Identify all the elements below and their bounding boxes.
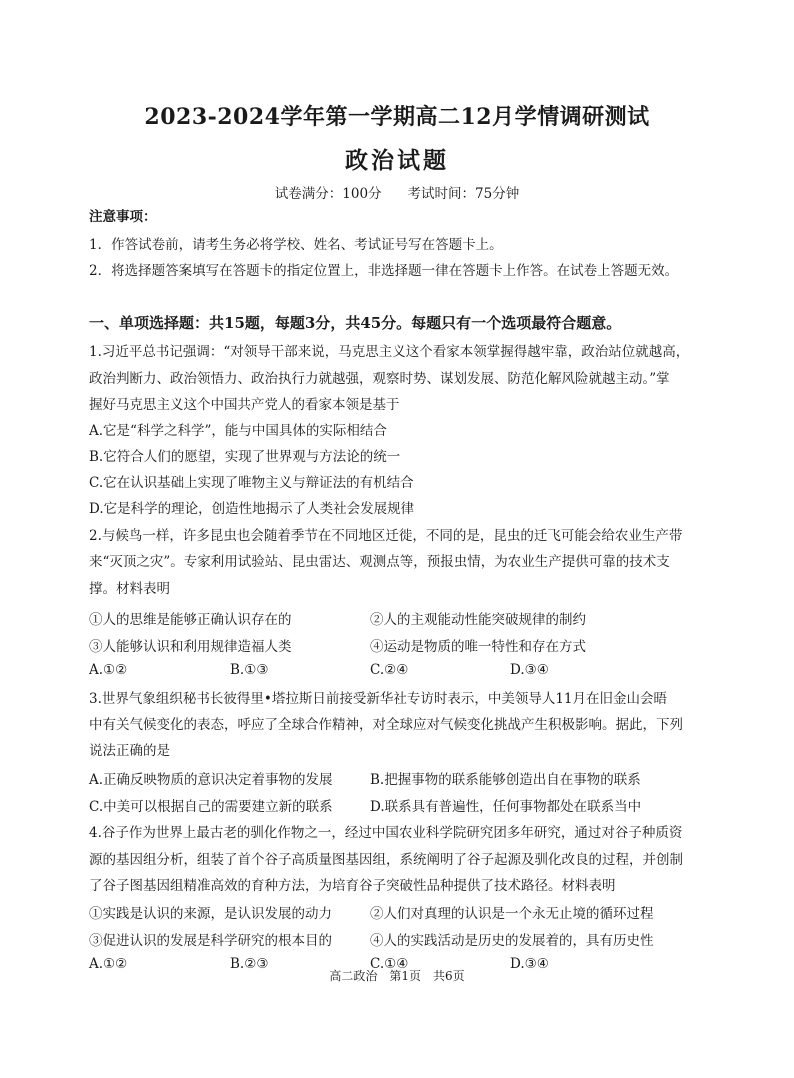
statement: ④运动是物质的唯一特性和存在方式 <box>370 639 586 655</box>
question-stem-line: 撑。材料表明 <box>89 581 170 597</box>
answer-choice: A.①② <box>89 956 128 972</box>
question-stem-line: 2.与候鸟一样，许多昆虫也会随着季节在不同地区迁徙，不同的是，昆虫的迁飞可能会给农业生产带 <box>89 528 683 544</box>
statement: ③人能够认识和利用规律造福人类 <box>89 639 292 655</box>
note-item: 1．作答试卷前，请考生务必将学校、姓名、考试证号写在答题卡上。 <box>89 237 503 253</box>
statement: ②人们对真理的认识是一个永无止境的循环过程 <box>370 906 654 922</box>
answer-option: A.正确反映物质的意识决定着事物的发展 <box>89 772 333 788</box>
section-heading: 一、单项选择题：共15题，每题3分，共45分。每题只有一个选项最符合题意。 <box>89 314 622 332</box>
question-stem-line: 说法正确的是 <box>89 743 170 759</box>
answer-choice: B.②③ <box>230 956 269 972</box>
exam-info <box>0 182 794 202</box>
answer-choice: B.①③ <box>230 662 269 678</box>
note-item: 2．将选择题答案填写在答题卡的指定位置上，非选择题一律在答题卡上作答。在试卷上答题无效。 <box>89 263 679 279</box>
answer-choice: D.③④ <box>510 956 549 972</box>
question-stem-line: 3.世界气象组织秘书长彼得里•塔拉斯日前接受新华社专访时表示，中美领导人11月在旧金山会晤 <box>89 691 668 707</box>
statement: ③促进认识的发展是科学研究的根本目的 <box>89 933 332 949</box>
answer-option: D.联系具有普遍性，任何事物都处在联系当中 <box>370 799 642 815</box>
question-stem-line: 政治判断力、政治领悟力、政治执行力就越强，观察时势、谋划发展、防范化解风险就越主动。”掌 <box>89 371 670 387</box>
answer-option: C.中美可以根据自己的需要建立新的联系 <box>89 799 333 815</box>
answer-option: A.它是“科学之科学”，能与中国具体的实际相结合 <box>89 423 387 439</box>
exam-title: 2023-2024学年第一学期高二12月学情调研测试 <box>144 104 650 130</box>
question-stem-line: 来“灭顶之灾”。专家利用试验站、昆虫雷达、观测点等，预报虫情，为农业生产提供可靠的技术支 <box>89 554 670 570</box>
question-stem-line: 握好马克思主义这个中国共产党人的看家本领是基于 <box>89 397 400 413</box>
statement: ①实践是认识的来源，是认识发展的动力 <box>89 906 332 922</box>
question-stem-line: 了谷子图基因组精准高效的育种方法，为培育谷子突破性品种提供了技术路径。材料表明 <box>89 878 616 894</box>
full-marks: 试卷满分：100分 <box>274 186 382 202</box>
answer-option: C.它在认识基础上实现了唯物主义与辩证法的有机结合 <box>89 475 414 491</box>
page-footer: 高二政治 第1页 共6页 <box>329 969 465 983</box>
question-stem-line: 1.习近平总书记强调：“对领导干部来说，马克思主义这个看家本领掌握得越牢靠，政治站位就越高， <box>89 344 690 360</box>
statement: ①人的思维是能够正确认识存在的 <box>89 612 292 628</box>
question-stem-line: 中有关气候变化的表态，呼应了全球合作精神，对全球应对气候变化挑战产生积极影响。据此，下列 <box>89 717 683 733</box>
answer-option: B.它符合人们的愿望，实现了世界观与方法论的统一 <box>89 449 401 465</box>
exam-time: 考试时间：75分钟 <box>407 186 520 202</box>
exam-subject-title: 政治试题 <box>345 147 449 174</box>
answer-choice: D.③④ <box>510 662 549 678</box>
question-stem-line: 4.谷子作为世界上最古老的驯化作物之一，经过中国农业科学院研究团多年研究，通过对谷子种质资 <box>89 825 683 841</box>
answer-choice: A.①② <box>89 662 128 678</box>
answer-option: D.它是科学的理论，创造性地揭示了人类社会发展规律 <box>89 501 415 517</box>
statement: ④人的实践活动是历史的发展着的，具有历史性 <box>370 933 654 949</box>
question-stem-line: 源的基因组分析，组装了首个谷子高质量图基因组，系统阐明了谷子起源及驯化改良的过程，并创制 <box>89 852 683 868</box>
answer-choice: C.②④ <box>370 662 409 678</box>
answer-choice: C.①④ <box>370 956 409 972</box>
statement: ②人的主观能动性能突破规律的制约 <box>370 612 586 628</box>
notes-heading: 注意事项： <box>89 209 157 225</box>
answer-option: B.把握事物的联系能够创造出自在事物的联系 <box>370 772 641 788</box>
